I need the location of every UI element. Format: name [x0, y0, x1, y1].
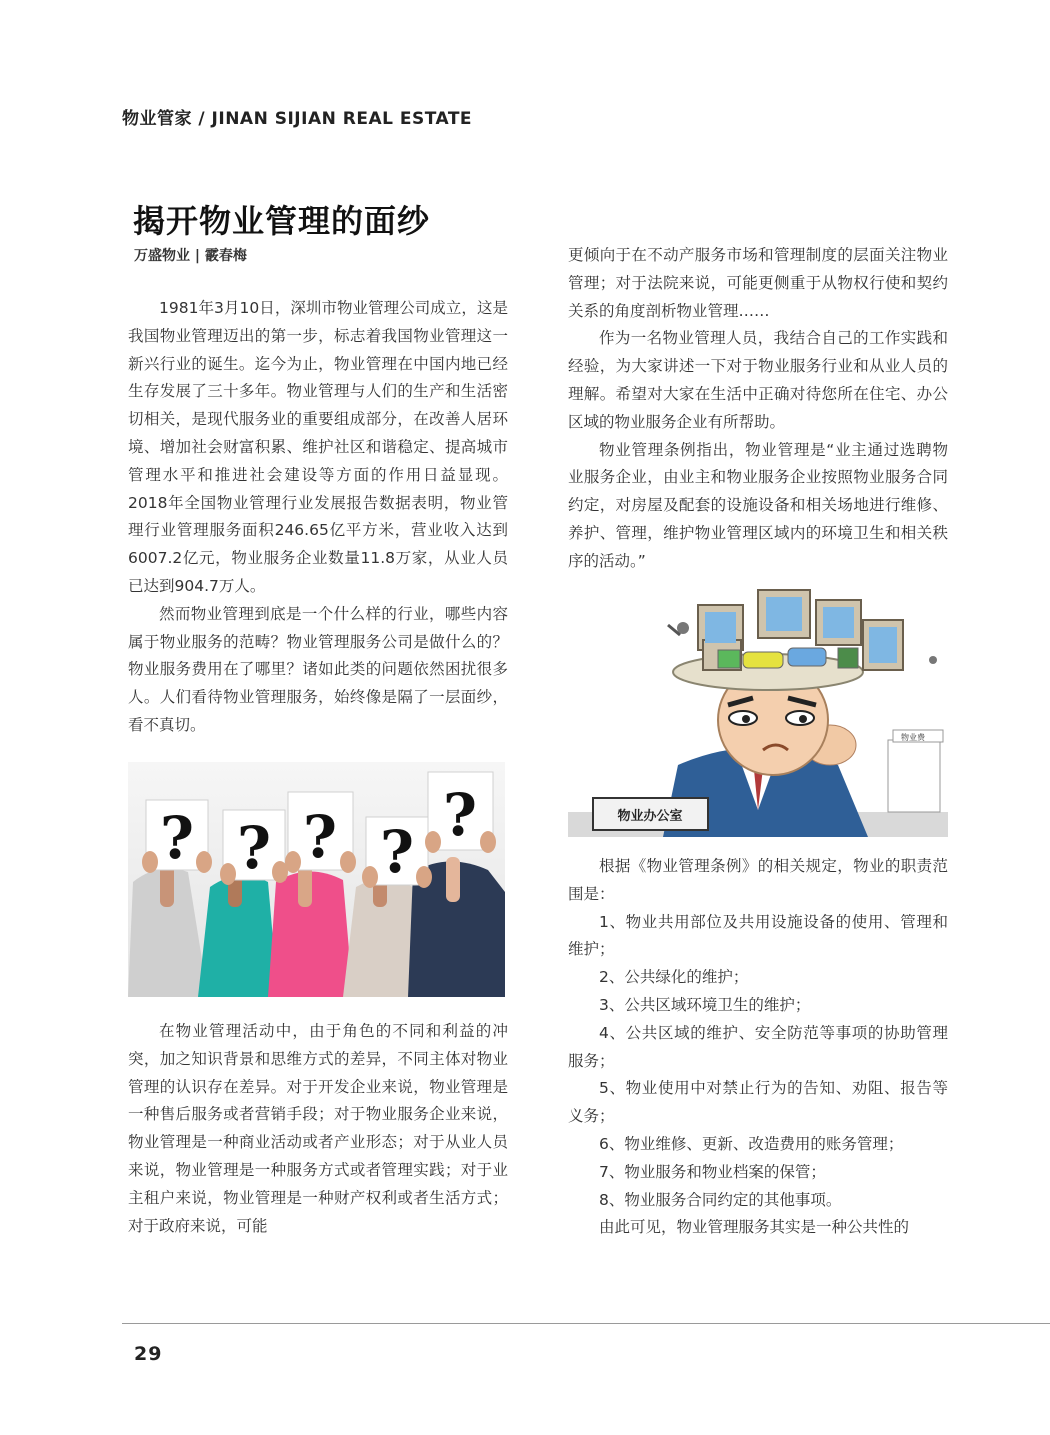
right-column-top: [568, 242, 948, 576]
desk-sign-label: 物业办公室: [617, 809, 683, 824]
svg-text:?: ?: [237, 814, 271, 882]
paper-label: 物业费: [901, 733, 925, 742]
duty-item: 7、物业服务和物业档案的保管；: [599, 1162, 826, 1181]
paragraph: 在物业管理活动中，由于角色的不同和利益的冲突，加之知识背景和思维方式的差异，不同主体对物业管理的认识存在差异。对于开发企业来说，物业管理是一种售后服务或者营销手段；对于物业服务企业来说，物业管理是一种商业活动或者产业形态；对于从业人员来说，物业管理是一种服务方式或者管理实践；对于业主租户来说，物业管理是一种财产权利或者生活方式；对于政府来说，可能: [128, 1022, 508, 1235]
paragraph: 作为一名物业管理人员，我结合自己的工作实践和经验，为大家讲述一下对于物业服务行业和从业人员的理解。希望对大家在生活中正确对待您所在住宅、办公区域的物业服务企业有所帮助。: [568, 329, 948, 431]
section-header: 物业管家 / JINAN SIJIAN REAL ESTATE: [122, 109, 473, 129]
right-column-bottom: [568, 853, 948, 1242]
paragraph-continuation: 更倾向于在不动产服务市场和管理制度的层面关注物业管理；对于法院来说，可能更侧重于从物权行使和契约关系的角度剖析物业管理……: [568, 246, 948, 320]
paragraph: 物业管理条例指出，物业管理是“业主通过选聘物业服务企业，由业主和物业服务企业按照物业服务合同约定，对房屋及配套的设施设备和相关场地进行维修、养护、管理，维护物业管理区域内的环境卫生和相关秩序的活动。”: [568, 440, 948, 570]
article-title: 揭开物业管理的面纱: [133, 202, 431, 240]
property-manager-cartoon: [568, 580, 948, 837]
duty-item: 1、物业共用部位及共用设施设备的使用、管理和维护；: [568, 912, 948, 959]
duty-item: 3、公共区域环境卫生的维护；: [599, 995, 811, 1014]
svg-text:?: ?: [160, 804, 194, 872]
closing-paragraph: 由此可见，物业管理服务其实是一种公共性的: [599, 1218, 910, 1237]
duty-item: 4、公共区域的维护、安全防范等事项的协助管理服务；: [568, 1023, 948, 1070]
question-mark-photo: [128, 762, 505, 997]
left-column-bottom: [128, 1018, 508, 1240]
duty-item: 8、物业服务合同约定的其他事项。: [599, 1190, 842, 1209]
duty-item: 6、物业维修、更新、改造费用的账务管理；: [599, 1134, 904, 1153]
page-number: 29: [134, 1343, 163, 1365]
duties-intro: 根据《物业管理条例》的相关规定，物业的职责范围是：: [568, 857, 948, 903]
paragraph: 1981年3月10日，深圳市物业管理公司成立，这是我国物业管理迈出的第一步，标志着我国物业管理这一新兴行业的诞生。迄今为止，物业管理在中国内地已经生存发展了三十多年。物业管理与人们的生产和生活密切相关，是现代服务业的重要组成部分，在改善人居环境、增加社会财富积累、维护社区和谐稳定、提高城市管理水平和推进社会建设等方面的作用日益显现。2018年全国物业管理行业发展报告数据表明，物业管理行业管理服务面积246.65亿平方米，营业收入达到6007.2亿元，物业服务企业数量11.8万家，从业人员已达到904.7万人。: [128, 299, 508, 595]
duty-item: 5、物业使用中对禁止行为的告知、劝阻、报告等义务；: [568, 1079, 948, 1126]
paragraph: 然而物业管理到底是一个什么样的行业，哪些内容属于物业服务的范畴？物业管理服务公司是做什么的？物业服务费用在了哪里？诸如此类的问题依然困扰很多人。人们看待物业管理服务，始终像是隔了一层面纱，看不真切。: [128, 604, 508, 734]
duty-item: 2、公共绿化的维护；: [599, 968, 749, 987]
svg-text:?: ?: [443, 781, 477, 849]
svg-text:?: ?: [303, 803, 337, 871]
article-byline: 万盛物业 | 霰春梅: [134, 248, 247, 264]
left-column-top: [128, 295, 508, 740]
svg-text:?: ?: [380, 818, 414, 886]
footer-divider: [122, 1323, 1050, 1324]
